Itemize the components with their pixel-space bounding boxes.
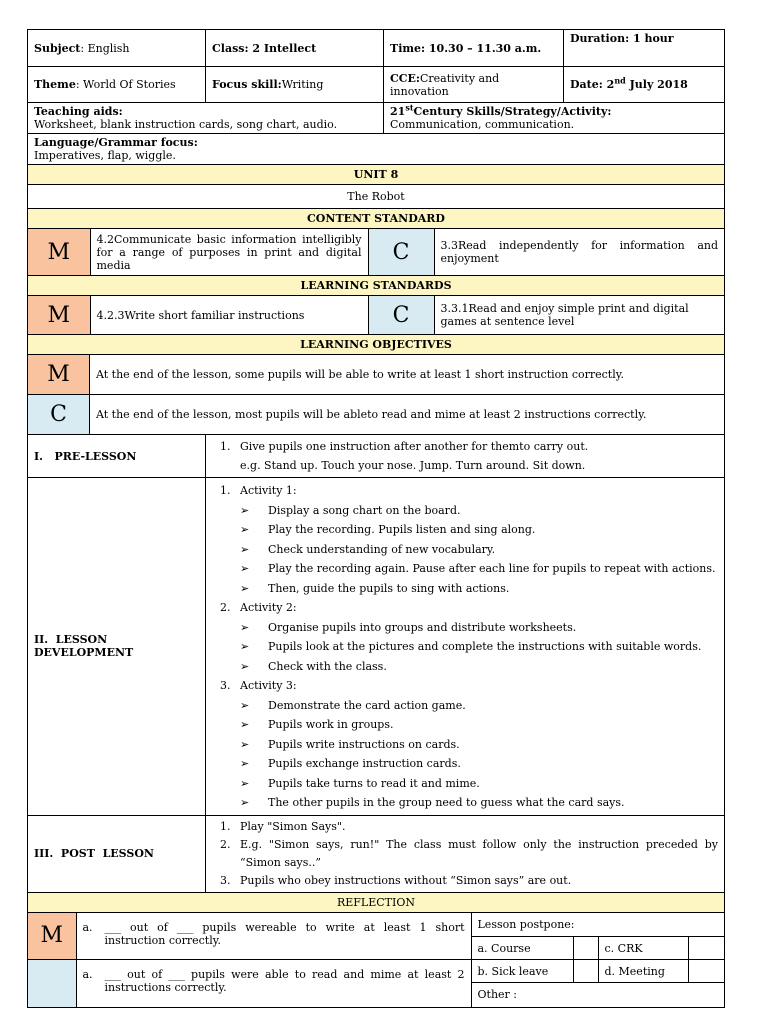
activity-3-steps	[240, 696, 718, 813]
theme-value: : World Of Stories	[75, 78, 176, 91]
cs-m-letter: M	[28, 229, 90, 275]
learning-standards-heading: LEARNING STANDARDS	[28, 276, 725, 296]
activity-2-title: Activity 2:	[240, 601, 297, 614]
option-sick-leave-box[interactable]	[573, 960, 598, 983]
list-item: ➢ Pupils exchange instruction cards.	[258, 754, 718, 774]
grammar-value: Imperatives, flap, wiggle.	[34, 149, 176, 162]
grammar-cell	[28, 134, 725, 165]
option-course: a. Course	[471, 937, 573, 960]
list-item: 1. Play "Simon Says".	[234, 818, 718, 836]
lesson-plan-table	[27, 29, 725, 1008]
option-meeting-box[interactable]	[688, 960, 724, 983]
date-suffix: July 2018	[625, 78, 688, 91]
reflection-m-cell	[76, 913, 471, 960]
list-item: ➢ Demonstrate the card action game.	[258, 696, 718, 716]
teaching-aids-value: Worksheet, blank instruction cards, song chart, audio.	[34, 118, 338, 131]
list-item: ➢ Check understanding of new vocabulary.	[258, 540, 718, 560]
ls-c-letter: C	[368, 296, 434, 334]
learning-standards-row	[28, 296, 725, 335]
activity-1	[234, 481, 718, 598]
activity-1-title: Activity 1:	[240, 484, 297, 497]
unit-name: The Robot	[28, 185, 725, 209]
date-cell	[564, 67, 725, 103]
teaching-aids-label: Teaching aids:	[34, 105, 123, 118]
list-item: 1. Give pupils one instruction after another for themto carry out.	[234, 437, 718, 456]
lesson-development-content	[206, 478, 725, 816]
list-item: ➢ Then, guide the pupils to sing with actions.	[258, 579, 718, 599]
content-standard-heading: CONTENT STANDARD	[28, 209, 725, 229]
subject-value: : English	[80, 41, 130, 55]
activity-1-steps	[240, 501, 718, 599]
list-item: ➢ Play the recording again. Pause after each line for pupils to repeat with actions.	[258, 559, 718, 579]
activity-3	[234, 676, 718, 813]
class-cell: Class: 2 Intellect	[206, 30, 384, 67]
lesson-development-label: II. LESSON DEVELOPMENT	[28, 478, 206, 816]
other-field[interactable]: Other :	[471, 983, 724, 1007]
postpone-label: Lesson postpone:	[471, 913, 724, 937]
date-prefix: Date: 2	[570, 78, 615, 91]
activity-3-title: Activity 3:	[240, 679, 297, 692]
list-item: ➢ Pupils look at the pictures and complete the instructions with suitable words.	[258, 637, 718, 657]
option-crk: c. CRK	[598, 937, 688, 960]
list-item: ➢ Check with the class.	[258, 657, 718, 677]
reflection-m-letter: M	[28, 913, 76, 960]
pre-lesson-example: e.g. Stand up. Touch your nose. Jump. Turn around. Sit down.	[240, 459, 586, 472]
objectives-heading: LEARNING OBJECTIVES	[28, 335, 725, 355]
list-item: ➢ Pupils take turns to read it and mime.	[258, 774, 718, 794]
focus-label: Focus skill:	[212, 78, 282, 91]
option-course-box[interactable]	[573, 937, 598, 960]
theme-label: Theme	[34, 78, 76, 91]
list-item: ➢ Play the recording. Pupils listen and sing along.	[258, 520, 718, 540]
focus-cell	[206, 67, 384, 103]
focus-value: Writing	[281, 78, 324, 91]
reflection-c-cell	[76, 960, 471, 1007]
pre-lesson-label: I. PRE-LESSON	[28, 435, 206, 478]
reflection-m-marker: a.	[82, 920, 93, 934]
post-lesson-content	[206, 815, 725, 892]
option-crk-box[interactable]	[688, 937, 724, 960]
subject-cell	[28, 30, 206, 67]
reflection-m-text: ___ out of ___ pupils wereable to write at least 1 short instruction correctly.	[104, 920, 465, 947]
lo-c-letter: C	[28, 395, 90, 435]
list-item: ➢ Organise pupils into groups and distribute worksheets.	[258, 618, 718, 638]
unit-title: UNIT 8	[28, 165, 725, 185]
ls-m-letter: M	[28, 296, 90, 334]
activities-list	[212, 481, 718, 813]
activity-2-steps	[240, 618, 718, 677]
lo-m-letter: M	[28, 355, 90, 395]
list-item: 2. E.g. "Simon says, run!" The class must follow only the instruction preceded by “Simon says..”	[234, 836, 718, 872]
pre-lesson-list	[212, 437, 718, 456]
grammar-label: Language/Grammar focus:	[34, 136, 198, 149]
pre-lesson-content	[206, 435, 725, 478]
cce-value: Creativity and innovation	[390, 71, 500, 98]
lo-c-text: At the end of the lesson, most pupils will be ableto read and mime at least 2 instructions correctly.	[90, 395, 725, 435]
cs-c-text: 3.3Read independently for information and enjoyment	[434, 229, 724, 275]
reflection-c-text: ___ out of ___ pupils were able to read and mime at least 2 instructions correctly.	[104, 968, 465, 994]
activity-2	[234, 598, 718, 676]
skills-label: 21stCentury Skills/Strategy/Activity:	[390, 102, 612, 118]
post-lesson-label: III. POST LESSON	[28, 815, 206, 892]
list-item: ➢ Display a song chart on the board.	[258, 501, 718, 521]
list-item: ➢ The other pupils in the group need to guess what the card says.	[258, 793, 718, 813]
duration-cell: Duration: 1 hour	[564, 30, 725, 67]
cce-label: CCE:	[390, 71, 420, 85]
subject-label: Subject	[34, 41, 81, 55]
time-cell: Time: 10.30 – 11.30 a.m.	[384, 30, 564, 67]
reflection-c-letter	[28, 960, 76, 1007]
reflection-heading: REFLECTION	[28, 892, 725, 912]
skills-value: Communication, communication.	[390, 118, 575, 131]
reflection-c-marker: a.	[82, 968, 93, 981]
cs-m-text: 4.2Communicate basic information intelligibly for a range of purposes in print and digital media	[90, 229, 368, 275]
ls-c-text: 3.3.1Read and enjoy simple print and digital games at sentence level	[434, 296, 724, 334]
list-item: ➢ Pupils work in groups.	[258, 715, 718, 735]
date-sup: nd	[614, 75, 626, 86]
lo-m-text: At the end of the lesson, some pupils will be able to write at least 1 short instruction correctly.	[90, 355, 725, 395]
option-meeting: d. Meeting	[598, 960, 688, 983]
ls-m-text: 4.2.3Write short familiar instructions	[90, 296, 368, 334]
skills-cell	[384, 103, 725, 134]
list-item: 3. Pupils who obey instructions without “Simon says” are out.	[234, 872, 718, 890]
content-standard-row	[28, 229, 725, 276]
option-sick-leave: b. Sick leave	[471, 960, 573, 983]
cs-c-letter: C	[368, 229, 434, 275]
teaching-aids-cell	[28, 103, 384, 134]
post-lesson-list	[212, 818, 718, 890]
cce-cell	[384, 67, 564, 103]
list-item: ➢ Pupils write instructions on cards.	[258, 735, 718, 755]
reflection-row	[28, 912, 725, 1007]
lesson-plan	[27, 29, 724, 1008]
theme-cell	[28, 67, 206, 103]
